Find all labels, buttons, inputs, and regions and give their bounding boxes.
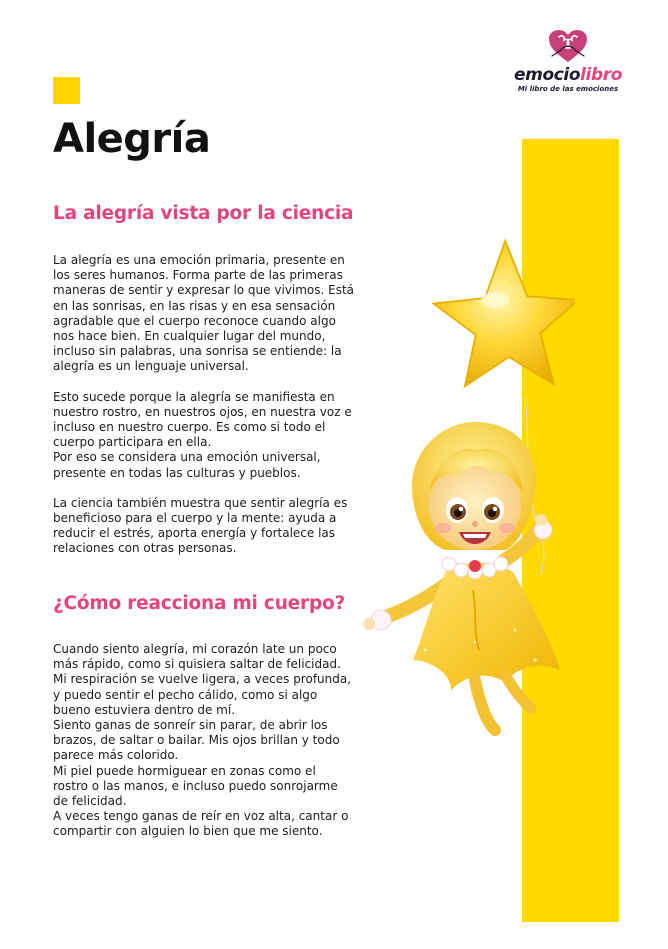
body-paragraph-1	[53, 642, 353, 840]
text-line: compartir con alguien lo bien que me siento.	[53, 824, 323, 839]
science-paragraph-3	[53, 496, 353, 557]
text-line: relaciones con otras personas.	[53, 541, 237, 556]
brand-name-part2: libro	[580, 65, 622, 85]
heart-brain-logo-icon	[548, 30, 588, 64]
science-heading: La alegría vista por la ciencia	[53, 203, 354, 224]
science-paragraph-2	[53, 390, 353, 481]
text-line: brazos, de saltar o bailar. Mis ojos brillan y todo	[53, 733, 340, 748]
brand-name-part1: emocio	[514, 65, 581, 85]
text-line: Mi piel puede hormiguear en zonas como el	[53, 763, 316, 778]
text-line: y puedo sentir el pecho cálido, como si algo	[53, 687, 318, 702]
text-line: nuestro rostro, en nuestros ojos, en nuestra voz e	[53, 404, 352, 419]
text-line: La alegría es una emoción primaria, presente en	[53, 253, 345, 267]
text-line: A veces tengo ganas de reír en voz alta, cantar o	[53, 809, 349, 824]
body-reaction-heading: ¿Cómo reacciona mi cuerpo?	[53, 593, 346, 614]
text-line: más rápido, como si quisiera saltar de felicidad.	[53, 657, 341, 672]
text-line: maneras de sentir y expresar lo que vivimos. Está	[53, 283, 355, 298]
text-line: de felicidad.	[53, 794, 127, 809]
text-line: incluso en nuestro cuerpo. Es como si todo el	[53, 420, 326, 435]
text-line: agradable que el cuerpo reconoce cuando algo	[53, 313, 336, 328]
text-line: beneficioso para el cuerpo y la mente: ayuda a	[53, 511, 337, 526]
text-line: alegría es un lenguaje universal.	[53, 359, 249, 374]
text-line: cuerpo participara en ella.	[53, 435, 212, 450]
text-line: los seres humanos. Forma parte de las primeras	[53, 268, 343, 283]
text-line: Cuando siento alegría, mi corazón late un poco	[53, 642, 337, 656]
text-line: incluso sin palabras, una sonrisa se entiende: la	[53, 344, 342, 359]
science-text	[53, 253, 353, 572]
text-line: Esto sucede porque la alegría se manifiesta en	[53, 389, 335, 404]
page-title: Alegría	[53, 116, 211, 162]
text-line: parece más colorido.	[53, 748, 179, 763]
text-line: nos hace bien. En cualquier lugar del mundo,	[53, 329, 326, 344]
text-line: en las sonrisas, en las risas y en esa sensación	[53, 298, 336, 313]
brand-wordmark	[512, 66, 624, 84]
text-line: Mi respiración se vuelve ligera, a veces profunda,	[53, 672, 352, 687]
text-line: rostro o las manos, e incluso puedo sonrojarme	[53, 778, 338, 793]
accent-square	[53, 77, 80, 104]
joy-character-icon	[363, 422, 560, 730]
brand-tagline: Mi libro de las emociones	[517, 85, 619, 93]
text-line: La ciencia también muestra que sentir alegría es	[53, 495, 348, 510]
joy-illustration	[355, 230, 575, 760]
text-line: bueno estuviera dentro de mí.	[53, 702, 236, 717]
science-paragraph-1	[53, 253, 353, 375]
brand-logo	[512, 30, 624, 93]
body-reaction-text	[53, 642, 353, 855]
text-line: Siento ganas de sonreír sin parar, de abrir los	[53, 718, 328, 733]
text-line: presente en todas las culturas y pueblos.	[53, 465, 301, 480]
text-line: Por eso se considera una emoción universal,	[53, 450, 321, 465]
text-line: reducir el estrés, aporta energía y fortalece las	[53, 526, 336, 541]
